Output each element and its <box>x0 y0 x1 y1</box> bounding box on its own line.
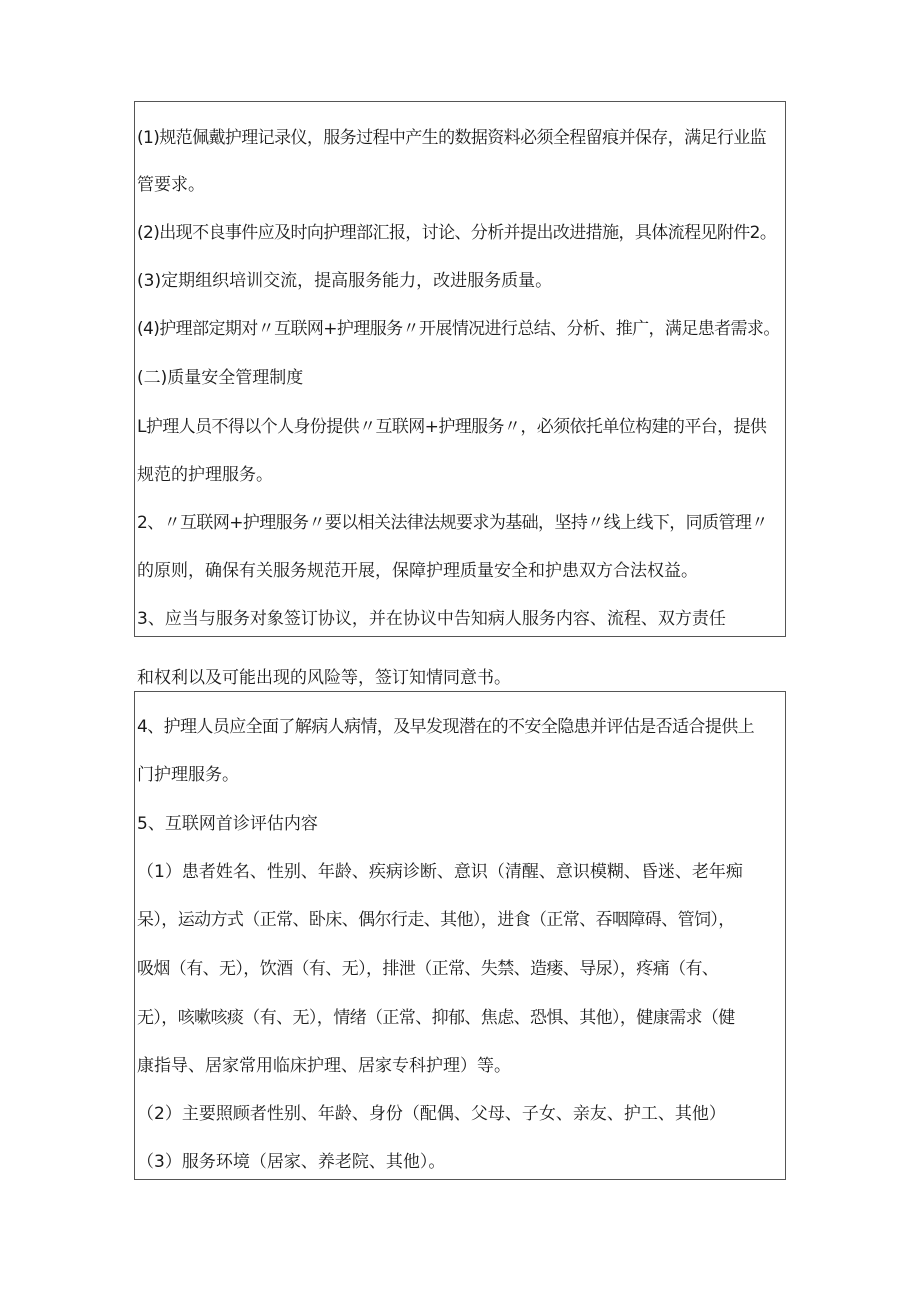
text-line: L护理人员不得以个人身份提供〃互联网+护理服务〃，必须依托单位构建的平台，提供 <box>137 417 767 437</box>
text-line: 3、应当与服务对象签订协议，并在协议中告知病人服务内容、流程、双方责任 <box>137 609 726 629</box>
text-line: （1）患者姓名、性别、年龄、疾病诊断、意识（清醒、意识模糊、昏迷、老年痴 <box>137 862 743 882</box>
text-line: (4)护理部定期对〃互联网+护理服务〃开展情况进行总结、分析、推广，满足患者需求。 <box>137 319 780 339</box>
text-line: 无），咳嗽咳痰（有、无），情绪（正常、抑郁、焦虑、恐惧、其他），健康需求（健 <box>137 1008 735 1028</box>
text-line: 的原则，确保有关服务规范开展，保障护理质量安全和护患双方合法权益。 <box>137 561 698 581</box>
text-line: 吸烟（有、无），饮酒（有、无），排泄（正常、失禁、造瘘、导尿），疼痛（有、 <box>137 959 719 979</box>
section-heading: (二)质量安全管理制度 <box>137 368 304 388</box>
text-line: （3）服务环境（居家、养老院、其他）。 <box>137 1152 446 1172</box>
text-line: 4、护理人员应全面了解病人病情，及早发现潜在的不安全隐患并评估是否适合提供上 <box>137 717 755 737</box>
text-line-between: 和权利以及可能出现的风险等，签订知情同意书。 <box>137 668 511 688</box>
text-line: (1)规范佩戴护理记录仪，服务过程中产生的数据资料必须全程留痕并保存，满足行业监 <box>137 128 767 148</box>
text-line: 呆），运动方式（正常、卧床、偶尔行走、其他），进食（正常、吞咽障碍、管饲）， <box>137 910 735 930</box>
text-line: （2）主要照顾者性别、年龄、身份（配偶、父母、子女、亲友、护工、其他） <box>137 1104 726 1124</box>
text-line: (3)定期组织培训交流，提高服务能力，改进服务质量。 <box>137 271 553 291</box>
text-line: (2)出现不良事件应及时向护理部汇报，讨论、分析并提出改进措施，具体流程见附件2。 <box>137 223 777 243</box>
text-line: 规范的护理服务。 <box>137 465 273 485</box>
text-line: 门护理服务。 <box>137 765 239 785</box>
text-line: 2、〃互联网+护理服务〃要以相关法律法规要求为基础，坚持〃线上线下，同质管理〃 <box>137 513 768 533</box>
text-line: 管要求。 <box>137 175 205 195</box>
text-line: 康指导、居家常用临床护理、居家专科护理）等。 <box>137 1056 511 1076</box>
text-line: 5、互联网首诊评估内容 <box>137 814 318 834</box>
